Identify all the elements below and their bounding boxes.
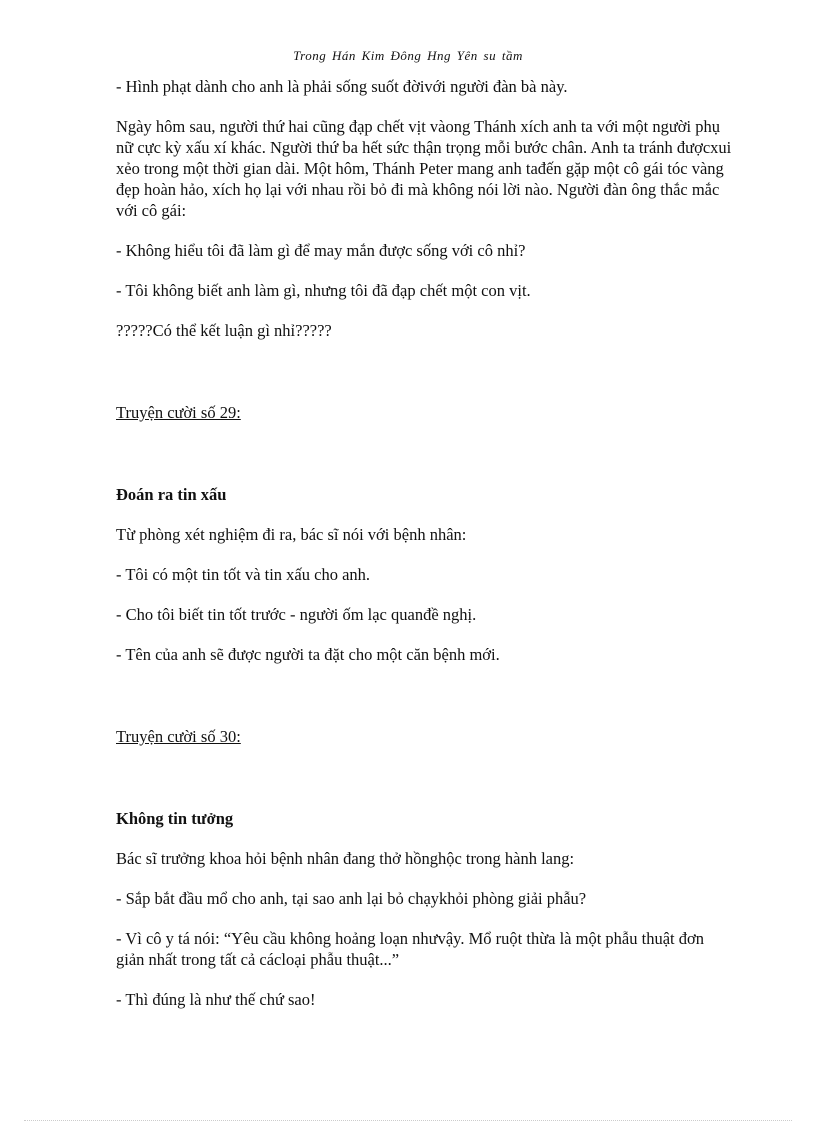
- story28-paragraph-3: - Không hiểu tôi đã làm gì để may mắn được sống với cô nhỉ?: [116, 241, 526, 260]
- story29-title: Truyện cười số 29:: [116, 403, 241, 422]
- story30-paragraph-4: - Thì đúng là như thế chứ sao!: [116, 990, 316, 1009]
- story28-paragraph-5: ?????Có thể kết luận gì nhỉ?????: [116, 321, 332, 340]
- document-body: [116, 76, 736, 1010]
- story30-title: Truyện cười số 30:: [116, 727, 241, 746]
- story30-paragraph-2: - Sắp bắt đầu mổ cho anh, tại sao anh lại bỏ chạykhỏi phòng giải phẫu?: [116, 889, 587, 908]
- story30-heading: Không tin tưởng: [116, 809, 234, 828]
- story29-paragraph-3: - Cho tôi biết tin tốt trước - người ốm lạc quanđề nghị.: [116, 605, 477, 624]
- story29-paragraph-2: - Tôi có một tin tốt và tin xấu cho anh.: [116, 565, 371, 584]
- story29-paragraph-1: Từ phòng xét nghiệm đi ra, bác sĩ nói với bệnh nhân:: [116, 525, 467, 544]
- story28-paragraph-2: Ngày hôm sau, người thứ hai cũng đạp chết vịt vàong Thánh xích anh ta với một người phụ nữ cực kỳ xấu xí khác. Người thứ ba hết sức thận trọng mỗi bước chân. Anh ta tránh đượcxui xẻo trong một thời gian dài. Một hôm, Thánh Peter mang anh tađến gặp một cô gái tóc vàng đẹp hoàn hảo, xích họ lại với nhau rồi bỏ đi mà không nói lời nào. Người đàn ông thắc mắc với cô gái:: [116, 117, 732, 220]
- page-header: Trong Hán Kim Đông Hng Yên su tầm: [293, 48, 523, 63]
- story28-paragraph-4: - Tôi không biết anh làm gì, nhưng tôi đã đạp chết một con vịt.: [116, 281, 531, 300]
- story30-paragraph-1: Bác sĩ trưởng khoa hỏi bệnh nhân đang thở hồnghộc trong hành lang:: [116, 849, 575, 868]
- story28-paragraph-1: - Hình phạt dành cho anh là phải sống suốt đờivới người đàn bà này.: [116, 77, 568, 96]
- story29-paragraph-4: - Tên của anh sẽ được người ta đặt cho một căn bệnh mới.: [116, 645, 500, 664]
- story30-paragraph-3: - Vì cô y tá nói: “Yêu cầu không hoảng loạn nhưvậy. Mổ ruột thừa là một phẫu thuật đơn giản nhất trong tất cả cácloại phẫu thuật...”: [116, 929, 704, 969]
- page-bottom-divider: [24, 1120, 792, 1121]
- story29-heading: Đoán ra tin xấu: [116, 485, 227, 504]
